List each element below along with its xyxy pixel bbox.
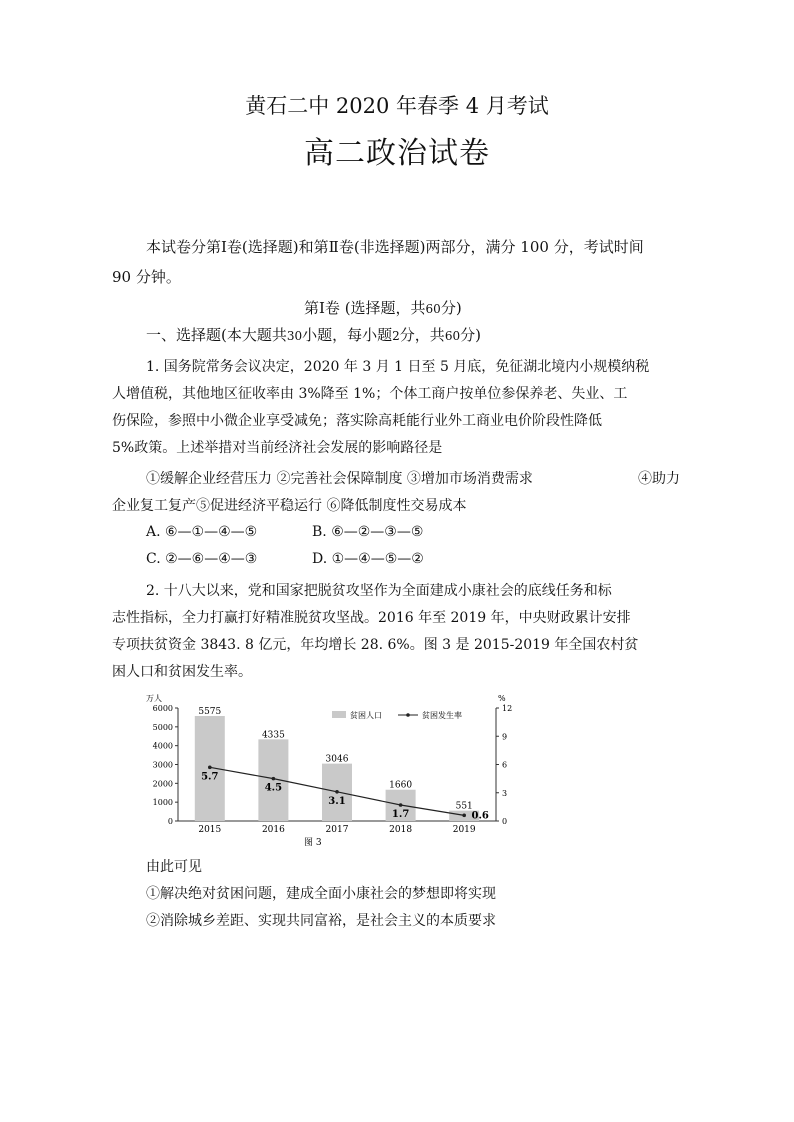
section-heading-b: 小题，每小题 (302, 326, 393, 344)
x-tick-label-2015: 2015 (198, 825, 222, 835)
left-tick-label: 1000 (152, 798, 173, 808)
x-tick-label-2019: 2019 (452, 825, 476, 835)
left-tick-label: 2000 (152, 779, 173, 789)
legend-poverty-population: 贫困人口 (350, 711, 382, 720)
left-tick-label: 5000 (152, 722, 173, 732)
section-heading-a: 一、选择题(本大题共 (146, 326, 287, 344)
rate-point-2019 (462, 814, 466, 818)
chart-left-ticks (153, 704, 178, 826)
part1-heading-num: 60 (425, 302, 441, 316)
right-tick-label: 0 (502, 817, 508, 826)
right-tick-label: 3 (502, 788, 508, 798)
q1-option-c: C. ②—⑥—④—③ (146, 551, 258, 567)
section-heading (146, 324, 481, 345)
left-tick-label: 4000 (152, 741, 173, 751)
chart-left-axis-unit: 万人 (146, 694, 162, 703)
q1-option-a: A. ⑥—①—④—⑤ (146, 524, 258, 540)
section-heading-n3: 60 (444, 329, 461, 343)
rate-label-2019: 0.6 (471, 810, 489, 822)
q1-option-b: B. ⑥—②—③—⑤ (312, 524, 424, 540)
q1-line-2: 人增值税，其他地区征收率由 3%降至 1%；个体工商户按单位参保养老、失业、工 (112, 386, 628, 402)
legend-poverty-rate: 贫困发生率 (422, 711, 462, 720)
intro-line-1: 本试卷分第Ⅰ卷(选择题)和第Ⅱ卷(非选择题)两部分，满分 100 分，考试时间 (146, 238, 644, 256)
rate-label-2016: 4.5 (264, 782, 283, 794)
chart-x-ticks (198, 825, 476, 835)
section-heading-n1: 30 (286, 329, 303, 343)
q2-line-1: 2. 十八大以来，党和国家把脱贫攻坚作为全面建成小康社会的底线任务和标 (146, 583, 612, 599)
part1-heading-post: 分) (440, 299, 462, 317)
chart-caption: 图 3 (304, 838, 322, 848)
legend-line-marker (406, 713, 410, 717)
part1-heading-pre: 第Ⅰ卷 (选择题，共 (304, 299, 426, 317)
rate-point-2017 (335, 790, 339, 794)
bar-label-2017: 3046 (325, 754, 349, 765)
part1-heading (304, 297, 462, 318)
q2-line-2: 志性指标，全力打赢打好精准脱贫攻坚战。2016 年至 2019 年，中央财政累计安排 (112, 610, 631, 626)
x-tick-label-2018: 2018 (389, 825, 413, 835)
chart-right-axis-unit: % (498, 694, 506, 703)
right-tick-label: 6 (502, 760, 508, 770)
rate-point-2016 (272, 777, 276, 781)
q1-line-4: 5%政策。上述举措对当前经济社会发展的影响路径是 (112, 440, 443, 456)
rate-point-2018 (399, 803, 403, 807)
q2-line-4: 困人口和贫困发生率。 (112, 664, 252, 680)
left-tick-label: 0 (167, 817, 173, 826)
q1-option-d: D. ①—④—⑤—② (312, 551, 424, 567)
x-tick-label-2016: 2016 (261, 825, 285, 835)
rate-label-2017: 3.1 (328, 795, 346, 807)
rate-label-2018: 1.7 (391, 808, 410, 820)
section-heading-c: 分，共 (399, 326, 445, 344)
right-tick-label: 9 (502, 732, 508, 742)
q1-line-1: 1. 国务院常务会议决定，2020 年 3 月 1 日至 5 月底，免征湖北境内小规模纳税 (146, 359, 650, 375)
chart-legend (332, 710, 462, 720)
q1-items-line-1: ①缓解企业经营压力 ②完善社会保障制度 ③增加市场消费需求 (146, 471, 533, 487)
legend-bar-swatch (332, 711, 346, 718)
x-tick-label-2017: 2017 (325, 825, 349, 835)
q1-items-line-2: 企业复工复产⑤促进经济平稳运行 ⑥降低制度性交易成本 (112, 498, 467, 514)
q2-after-chart: 由此可见 (146, 859, 202, 875)
exam-school-line: 黄石二中 2020 年春季 4 月考试 (245, 94, 549, 118)
poverty-chart (136, 688, 522, 848)
intro-line-2: 90 分钟。 (112, 268, 181, 286)
right-tick-label: 12 (502, 704, 513, 713)
q2-line-3: 专项扶贫资金 3843. 8 亿元，年均增长 28. 6%。图 3 是 2015-2019 年全国农村贫 (112, 637, 639, 653)
q2-statement-1: ①解决绝对贫困问题，建成全面小康社会的梦想即将实现 (146, 886, 496, 902)
section-heading-n2: 2 (392, 329, 400, 343)
q2-statement-2: ②消除城乡差距、实现共同富裕，是社会主义的本质要求 (146, 913, 496, 929)
left-tick-label: 3000 (152, 760, 173, 770)
rate-label-2015: 5.7 (201, 771, 219, 783)
exam-title: 高二政治试卷 (304, 136, 490, 171)
bar-label-2016: 4335 (261, 730, 285, 741)
bar-label-2015: 5575 (198, 707, 222, 718)
q1-items-line-1-tail: ④助力 (638, 471, 680, 487)
bar-label-2019: 551 (455, 801, 473, 812)
rate-point-2015 (208, 766, 212, 770)
section-heading-d: 分) (460, 326, 481, 344)
bar-label-2018: 1660 (389, 780, 413, 791)
left-tick-label: 6000 (152, 704, 173, 713)
q1-line-3: 伤保险，参照中小微企业享受减免；落实除高耗能行业外工商业电价阶段性降低 (112, 413, 602, 429)
chart-right-ticks (496, 704, 512, 826)
